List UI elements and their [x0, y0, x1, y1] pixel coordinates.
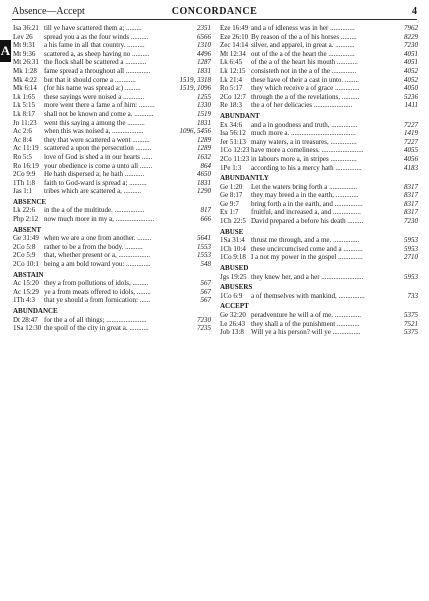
verse-reference: Php 2:12: [13, 215, 39, 224]
concordance-entry: [13, 162, 211, 171]
verse-snippet: bring forth a in the earth, and ................: [251, 199, 363, 208]
strongs-number: 1411: [404, 101, 418, 110]
entry-heading: ABUNDANT: [220, 111, 260, 120]
verse-snippet: out of the a of the heart the ...............: [251, 49, 355, 58]
entry-heading: ABSENT: [13, 225, 42, 234]
entry-heading: ABSENCE: [13, 197, 47, 206]
verse-reference: Job 13:8: [220, 328, 244, 337]
concordance-entry: [220, 138, 418, 147]
concordance-entry: [220, 292, 418, 301]
verse-snippet: fruitful, and increased a, and ................: [251, 208, 361, 217]
verse-snippet: for the a of all things; .......................: [44, 315, 147, 324]
verse-snippet: your obedience is come a unto all .......: [44, 161, 153, 170]
verse-snippet: ye a from meats offered to idols, ........: [44, 287, 151, 296]
concordance-entry: [220, 84, 418, 93]
strongs-number: 5236: [404, 92, 418, 101]
verse-reference: 1Co 12:23: [220, 146, 250, 155]
verse-reference: Jas 1:1: [13, 187, 33, 196]
verse-snippet: till ye have scattered them a; .........: [44, 24, 142, 32]
concordance-entry: [13, 187, 211, 196]
entry-heading: ABUSE: [220, 227, 244, 236]
strongs-number: 567: [200, 279, 211, 288]
strongs-number: 1289: [197, 135, 211, 144]
verse-reference: Mt 9:31: [13, 41, 36, 50]
verse-snippet: a his fame in all that country. ..........: [44, 41, 145, 50]
concordance-entry: [220, 183, 418, 192]
verse-reference: Ge 9:7: [220, 199, 239, 208]
entry-heading: ABUNDANTLY: [220, 174, 269, 183]
strongs-number: 567: [200, 287, 211, 296]
concordance-entry: [220, 236, 418, 245]
verse-reference: Ac 2:6: [13, 127, 32, 136]
concordance-entry: [13, 170, 211, 179]
verse-reference: Ge 31:49: [13, 234, 39, 243]
verse-snippet: rather to be a from the body. ..........: [44, 242, 143, 251]
strongs-number: 1831: [197, 66, 211, 75]
verse-snippet: in labours more a, in stripes ...............: [251, 154, 357, 163]
verse-snippet: I a not my power in the gospel ..............: [251, 253, 363, 262]
concordance-entry: [220, 155, 418, 164]
strongs-number: 5641: [197, 234, 211, 243]
strongs-number: 7230: [404, 41, 418, 50]
verse-reference: Ro 5:5: [13, 152, 32, 161]
page-number: 4: [412, 6, 417, 17]
concordance-entry: [220, 50, 418, 59]
strongs-number: 6566: [197, 32, 211, 41]
verse-snippet: more went there a fame a of him: .........: [44, 101, 155, 110]
strongs-number: 8317: [404, 208, 418, 217]
concordance-entry: [220, 67, 418, 76]
concordance-entry: [220, 191, 418, 200]
verse-reference: 2Co 12:7: [220, 92, 246, 101]
entry-heading: ABUSED: [220, 264, 249, 273]
verse-snippet: By reason of the a of his horses .........: [251, 32, 357, 41]
verse-snippet: fame spread a throughout all ..............: [44, 66, 151, 75]
concordance-entry: [13, 251, 211, 260]
concordance-entry: [220, 146, 418, 155]
right-column: [220, 24, 418, 337]
concordance-entry: [220, 24, 418, 33]
verse-reference: 1Co 6:9: [220, 291, 243, 300]
concordance-entry: [13, 110, 211, 119]
verse-snippet: Will ye a his person? will ye ................: [251, 328, 361, 337]
verse-reference: 1Co 9:18: [220, 253, 246, 262]
verse-reference: Ge 32:20: [220, 311, 246, 319]
strongs-number: 864: [200, 161, 211, 170]
verse-reference: 2Co 9:9: [13, 170, 36, 179]
concordance-entry: [220, 129, 418, 138]
strongs-number: 5953: [404, 272, 418, 281]
verse-snippet: a of themselves with mankind, ...............: [251, 291, 365, 300]
concordance-entry: [220, 121, 418, 130]
verse-reference: Re 18:3: [220, 101, 242, 110]
strongs-number: 7230: [404, 217, 418, 226]
strongs-number: 1310: [197, 41, 211, 50]
verse-reference: 1Pe 1:3: [220, 163, 242, 172]
verse-snippet: the spoil of the city in great a. ...........: [44, 324, 149, 333]
concordance-entry: [13, 76, 211, 85]
strongs-number: 5953: [404, 236, 418, 245]
strongs-number: 5375: [404, 311, 418, 319]
verse-reference: Isa 36:21: [13, 24, 39, 32]
verse-reference: Ro 16:19: [13, 161, 39, 170]
verse-reference: 2Co 11:23: [220, 154, 250, 163]
concordance-entry: [13, 24, 211, 33]
strongs-number: 1255: [197, 92, 211, 101]
concordance-entry: [220, 58, 418, 67]
verse-reference: Ac 15:20: [13, 279, 39, 288]
strongs-number: 1290: [197, 187, 211, 196]
verse-reference: Lk 8:17: [13, 109, 35, 118]
verse-snippet: peradventure he will a of me. ...............: [251, 311, 362, 319]
verse-reference: Mt 26:31: [13, 58, 39, 67]
verse-snippet: love of God is shed a in our hearts ......: [44, 152, 153, 161]
concordance-entry: [13, 136, 211, 145]
verse-reference: Ac 11:19: [13, 144, 39, 153]
verse-reference: Mt 9:36: [13, 49, 36, 58]
strongs-number: 1553: [197, 242, 211, 251]
concordance-entry: [220, 217, 418, 226]
verse-snippet: through the a of the revelations, ..........: [251, 92, 360, 101]
verse-snippet: have more a comeliness. ........................: [251, 146, 364, 155]
verse-snippet: being a am bold toward you: ..............: [44, 260, 151, 269]
strongs-number: 4051: [404, 58, 418, 67]
strongs-number: 1553: [197, 251, 211, 260]
verse-reference: Mt 12:34: [220, 49, 246, 58]
verse-reference: Mk 1:28: [13, 66, 37, 75]
verse-snippet: scattered a, as sheep having no ..........: [44, 49, 150, 58]
verse-reference: Ex 1:7: [220, 208, 239, 217]
concordance-entry: [220, 93, 418, 102]
verse-snippet: when we are a one from another. ........: [44, 234, 152, 243]
verse-snippet: that ye should a from fornication: ......: [44, 296, 151, 305]
verse-snippet: they which receive a of grace ..............: [251, 84, 360, 93]
concordance-entry: [220, 101, 418, 110]
strongs-number: 7235: [197, 324, 211, 333]
verse-reference: Ge 1:20: [220, 182, 243, 191]
verse-snippet: they may breed a in the earth, .............: [251, 191, 359, 200]
concordance-entry: [13, 179, 211, 188]
verse-snippet: (for his name was spread a:) .........: [44, 84, 141, 93]
concordance-entry: [13, 279, 211, 288]
verse-snippet: scattered a upon the persecution .........: [44, 144, 152, 153]
verse-snippet: these sayings were noised a ............: [44, 92, 145, 101]
running-head-left: Absence—Accept: [12, 6, 85, 17]
verse-snippet: they that were scattered a went ..........: [44, 135, 150, 144]
verse-reference: Lk 21:4: [220, 75, 242, 84]
verse-reference: Eze 26:10: [220, 32, 249, 41]
verse-snippet: silver, and apparel, in great a. ...........: [251, 41, 355, 50]
concordance-entry: [220, 76, 418, 85]
verse-reference: Zec 14:14: [220, 41, 249, 50]
verse-snippet: He hath dispersed a; he hath ...........: [44, 170, 145, 179]
verse-reference: Ex 34:6: [220, 120, 242, 129]
strongs-number: 4050: [404, 84, 418, 93]
verse-reference: 2Co 5:8: [13, 242, 36, 251]
verse-reference: Lk 1:65: [13, 92, 35, 101]
strongs-number: 2351: [197, 24, 211, 32]
strongs-number: 8317: [404, 182, 418, 191]
strongs-number: 1289: [197, 144, 211, 153]
concordance-entry: [13, 41, 211, 50]
concordance-entry: [220, 273, 418, 282]
concordance-entry: [13, 84, 211, 93]
concordance-entry: [13, 324, 211, 333]
strongs-number: 1632: [197, 152, 211, 161]
strongs-number: 733: [407, 291, 418, 300]
concordance-entry: [13, 296, 211, 305]
verse-reference: Lk 6:45: [220, 58, 242, 67]
strongs-number: 4496: [197, 49, 211, 58]
verse-snippet: that, whether present or a, ..................: [44, 251, 150, 260]
verse-reference: 2Co 5:9: [13, 251, 36, 260]
verse-snippet: they a from pollutions of idols, .........: [44, 279, 149, 288]
concordance-entry: [220, 200, 418, 209]
thumb-index-tab: A: [0, 40, 11, 62]
strongs-number: 666: [200, 215, 211, 224]
concordance-entry: [13, 206, 211, 215]
concordance-entry: [220, 311, 418, 320]
running-head-title: CONCORDANCE: [171, 6, 258, 17]
concordance-entry: [13, 215, 211, 224]
verse-snippet: they shall a of the punishment .............: [251, 319, 360, 328]
verse-snippet: when this was noised a, ..................: [44, 127, 144, 136]
verse-snippet: they knew her, and a her ........................: [251, 272, 364, 281]
strongs-number: 8317: [404, 191, 418, 200]
verse-snippet: thrust me through, and a me. ...............: [251, 236, 360, 245]
entry-heading: ABUSERS: [220, 283, 253, 292]
strongs-number: 817: [200, 206, 211, 215]
entry-heading: ACCEPT: [220, 302, 249, 311]
concordance-entry: [220, 41, 418, 50]
concordance-entry: [220, 245, 418, 254]
concordance-entry: [13, 58, 211, 67]
strongs-number: 7962: [404, 24, 418, 32]
strongs-number: 1519, 3318: [179, 75, 211, 84]
strongs-number: 8317: [404, 199, 418, 208]
verse-snippet: shall not be known and come a. ...........: [44, 109, 154, 118]
strongs-number: 4051: [404, 49, 418, 58]
strongs-number: 1519, 1096: [179, 84, 211, 93]
entry-heading: ABUNDANCE: [13, 307, 58, 315]
concordance-entry: [13, 119, 211, 128]
verse-reference: Ro 5:17: [220, 84, 243, 93]
strongs-number: 567: [200, 296, 211, 305]
verse-snippet: now much more in my a, ......................: [44, 215, 155, 224]
entry-heading: ABSTAIN: [13, 270, 44, 279]
strongs-number: 7230: [197, 315, 211, 324]
concordance-entry: [13, 67, 211, 76]
verse-reference: Dt 28:47: [13, 315, 38, 324]
strongs-number: 4052: [404, 66, 418, 75]
concordance-entry: [220, 253, 418, 262]
verse-snippet: these uncircumcised come and a ...........: [251, 244, 363, 253]
strongs-number: 8229: [404, 32, 418, 41]
strongs-number: 1831: [197, 178, 211, 187]
verse-reference: Lk 22:6: [13, 206, 35, 215]
strongs-number: 4183: [404, 163, 418, 172]
strongs-number: 1096, 5456: [179, 127, 211, 136]
page-header: [12, 6, 417, 20]
verse-snippet: but that it should come a ............: [44, 75, 136, 84]
verse-reference: Ac 15:29: [13, 287, 39, 296]
verse-reference: Mk 4:22: [13, 75, 37, 84]
strongs-number: 1519: [197, 109, 211, 118]
concordance-entry: [13, 260, 211, 269]
concordance-entry: [13, 234, 211, 243]
verse-reference: Eze 16:49: [220, 24, 249, 32]
concordance-entry: [13, 144, 211, 153]
verse-snippet: the flock shall be scattered a ............: [44, 58, 147, 67]
verse-reference: 1Ch 22:5: [220, 217, 246, 226]
verse-reference: Jer 51:13: [220, 137, 246, 146]
strongs-number: 5375: [404, 328, 418, 337]
verse-snippet: and a of idleness was in her ..............: [251, 24, 355, 32]
verse-snippet: spread you a as the four winds ..........: [44, 32, 149, 41]
concordance-entry: [13, 93, 211, 102]
verse-reference: Lev 26: [13, 32, 33, 41]
verse-snippet: and a in goodness and truth, ...............: [251, 120, 358, 129]
concordance-entry: [13, 316, 211, 325]
strongs-number: 7227: [404, 137, 418, 146]
verse-reference: Le 26:43: [220, 319, 246, 328]
concordance-entry: [220, 320, 418, 329]
concordance-entry: [220, 208, 418, 217]
strongs-number: 1419: [404, 129, 418, 138]
verse-reference: Lk 12:15: [220, 66, 246, 75]
concordance-entry: [13, 153, 211, 162]
strongs-number: 7227: [404, 120, 418, 129]
concordance-entry: [13, 50, 211, 59]
verse-snippet: went this saying a among the ..........: [44, 118, 145, 127]
verse-reference: Ac 8:4: [13, 135, 32, 144]
verse-reference: Mk 6:14: [13, 84, 37, 93]
concordance-entry: [13, 101, 211, 110]
concordance-entry: [220, 33, 418, 42]
strongs-number: 5953: [404, 244, 418, 253]
strongs-number: 2710: [404, 253, 418, 262]
verse-snippet: many waters, a in treasures, ...............: [251, 137, 357, 146]
concordance-entry: [13, 288, 211, 297]
strongs-number: 1287: [197, 58, 211, 67]
strongs-number: 1831: [197, 118, 211, 127]
strongs-number: 4055: [404, 146, 418, 155]
verse-snippet: of the a of the heart his mouth ............: [251, 58, 358, 67]
verse-snippet: consisteth not in the a of the ..............: [251, 66, 357, 75]
verse-reference: 1Sa 12:30: [13, 324, 42, 333]
verse-reference: Jgs 19:25: [220, 272, 247, 281]
concordance-entry: [220, 328, 418, 337]
verse-reference: 1Sa 31:4: [220, 236, 245, 245]
concordance-entry: [13, 127, 211, 136]
concordance-entry: [13, 33, 211, 42]
verse-reference: Jn 11:23: [13, 118, 37, 127]
verse-reference: Ge 8:17: [220, 191, 243, 200]
verse-reference: Lk 5:15: [13, 101, 35, 110]
concordance-entry: [13, 243, 211, 252]
verse-snippet: according to his a mercy hath ...............: [251, 163, 362, 172]
left-column: [13, 24, 211, 333]
verse-snippet: the a of her delicacies ......................: [251, 101, 353, 110]
verse-reference: 1Th 1:8: [13, 178, 35, 187]
strongs-number: 1330: [197, 101, 211, 110]
verse-reference: 1Th 4:3: [13, 296, 35, 305]
strongs-number: 4052: [404, 75, 418, 84]
verse-reference: 1Ch 10:4: [220, 244, 246, 253]
strongs-number: 4056: [404, 154, 418, 163]
verse-snippet: David prepared a before his death .........: [251, 217, 364, 226]
verse-snippet: Let the waters bring forth a ................: [251, 182, 358, 191]
strongs-number: 7521: [404, 319, 418, 328]
strongs-number: 548: [200, 260, 211, 269]
verse-snippet: much more a. .....................................: [251, 129, 356, 138]
verse-snippet: in the a of the multitude. .................: [44, 206, 145, 215]
strongs-number: 4650: [197, 170, 211, 179]
verse-snippet: faith to God-ward is spread a; ..........: [44, 178, 147, 187]
verse-snippet: these have of their a cast in unto. ........: [251, 75, 359, 84]
verse-reference: 2Co 10:1: [13, 260, 39, 269]
concordance-entry: [220, 164, 418, 173]
header-rule: [12, 19, 417, 20]
verse-reference: Isa 56:12: [220, 129, 246, 138]
verse-snippet: tribes which are scattered a, ..........: [44, 187, 142, 196]
